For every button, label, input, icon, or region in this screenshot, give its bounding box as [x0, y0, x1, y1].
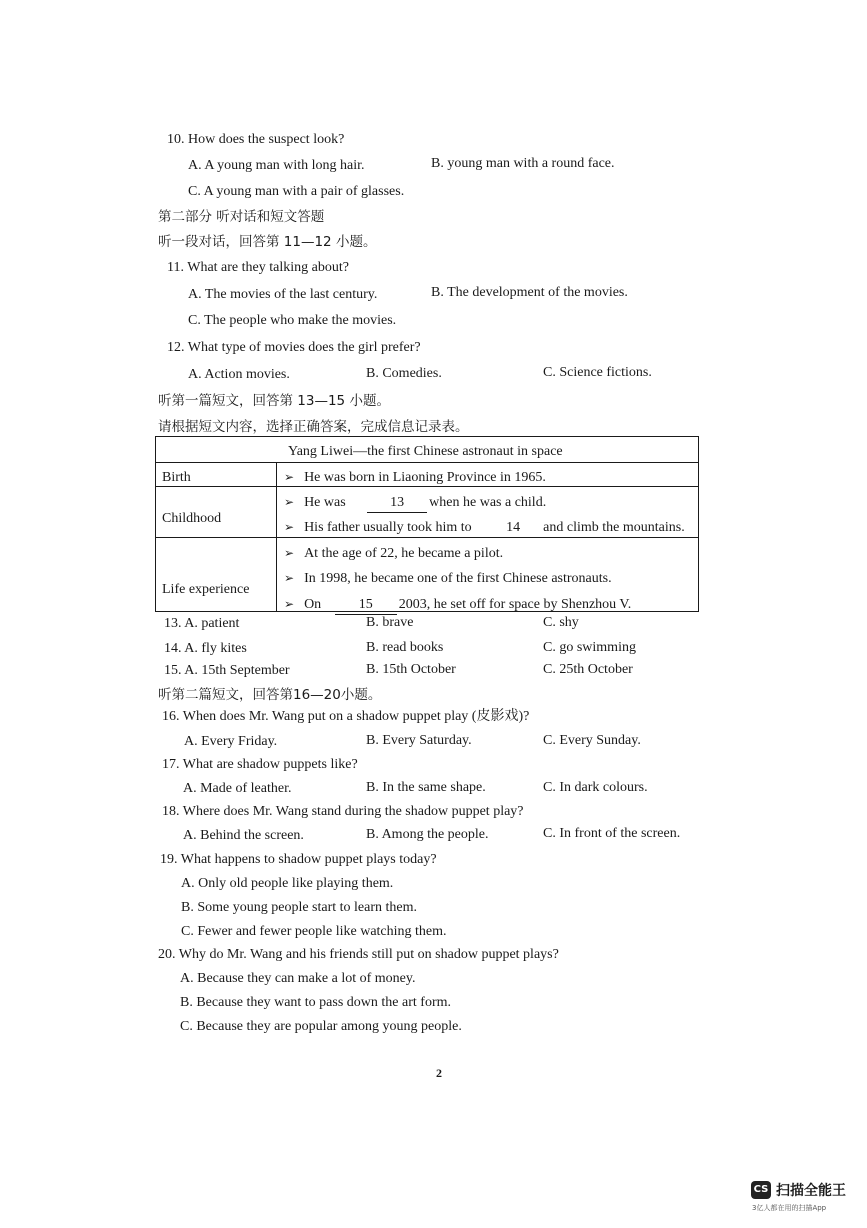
q20-option-b: B. Because they want to pass down the art form.	[180, 995, 451, 1010]
table-title: Yang Liwei—the first Chinese astronaut in space	[288, 444, 563, 459]
q19-option-c: C. Fewer and fewer people like watching them.	[181, 924, 447, 939]
q11-option-a: A. The movies of the last century.	[188, 287, 378, 302]
q14-option-c: C. go swimming	[543, 640, 636, 655]
q11-option-b: B. The development of the movies.	[431, 285, 628, 300]
q10-option-a: A. A young man with long hair.	[188, 158, 365, 173]
q12-option-b: B. Comedies.	[366, 366, 442, 381]
q12-option-c: C. Science fictions.	[543, 365, 652, 380]
q12-option-a: A. Action movies.	[188, 367, 290, 382]
watermark-name: 扫描全能王	[776, 1183, 846, 1199]
dialogue-instruction: 听一段对话，回答第 11—12 小题。	[158, 234, 377, 250]
childhood-line-2: ➢ His father usually took him to 14 and climb the mountains.	[284, 518, 685, 538]
q20-option-c: C. Because they are popular among young people.	[180, 1019, 462, 1034]
arrow-bullet-icon: ➢	[284, 520, 295, 534]
blank-13: 13	[367, 494, 427, 513]
q10-option-b: B. young man with a round face.	[431, 156, 615, 171]
birth-label: Birth	[162, 470, 191, 485]
q15-option-b: B. 15th October	[366, 662, 456, 677]
q16-option-b: B. Every Saturday.	[366, 733, 472, 748]
q17-option-c: C. In dark colours.	[543, 780, 648, 795]
q20-question: 20. Why do Mr. Wang and his friends still put on shadow puppet plays?	[158, 947, 559, 962]
passage2-instruction: 听第二篇短文，回答第16—20小题。	[158, 687, 382, 703]
birth-row: ➢ He was born in Liaoning Province in 1965.	[284, 470, 546, 485]
q16-question: 16. When does Mr. Wang put on a shadow puppet play (皮影戏)?	[162, 709, 530, 724]
page-number: 2	[436, 1066, 442, 1080]
arrow-bullet-icon: ➢	[284, 546, 295, 560]
q16-option-a: A. Every Friday.	[184, 734, 278, 749]
q19-option-b: B. Some young people start to learn them.	[181, 900, 418, 915]
watermark-tagline: 3亿人都在用的扫描App	[752, 1204, 827, 1212]
q11-option-c: C. The people who make the movies.	[188, 313, 397, 328]
q10-option-c: C. A young man with a pair of glasses.	[188, 184, 405, 199]
q13-option-b: B. brave	[366, 615, 414, 630]
q11-question: 11. What are they talking about?	[167, 260, 349, 275]
part2-heading: 第二部分 听对话和短文答题	[158, 209, 325, 225]
blank-14: 14	[485, 519, 541, 538]
q16-option-c: C. Every Sunday.	[543, 733, 641, 748]
camscanner-logo-icon: CS	[751, 1181, 771, 1199]
q18-question: 18. Where does Mr. Wang stand during the shadow puppet play?	[162, 804, 524, 819]
childhood-label: Childhood	[162, 511, 222, 526]
q18-option-b: B. Among the people.	[366, 827, 489, 842]
q13-option-c: C. shy	[543, 615, 579, 630]
q10-question: 10. How does the suspect look?	[167, 132, 345, 147]
blank-15: 15	[335, 596, 397, 615]
arrow-bullet-icon: ➢	[284, 571, 295, 585]
arrow-bullet-icon: ➢	[284, 470, 295, 484]
arrow-bullet-icon: ➢	[284, 597, 295, 611]
q17-option-a: A. Made of leather.	[183, 781, 292, 796]
table-instruction: 请根据短文内容，选择正确答案，完成信息记录表。	[158, 419, 469, 435]
q20-option-a: A. Because they can make a lot of money.	[180, 971, 416, 986]
arrow-bullet-icon: ➢	[284, 495, 295, 509]
q17-question: 17. What are shadow puppets like?	[162, 757, 358, 772]
q14-option-a: 14. A. fly kites	[164, 641, 247, 656]
passage1-instruction: 听第一篇短文，回答第 13—15 小题。	[158, 393, 390, 409]
q18-option-c: C. In front of the screen.	[543, 826, 681, 841]
life-experience-label: Life experience	[162, 582, 250, 597]
childhood-line-1: ➢ He was 13 when he was a child.	[284, 493, 546, 513]
q15-option-c: C. 25th October	[543, 662, 633, 677]
q19-question: 19. What happens to shadow puppet plays today?	[160, 852, 437, 867]
q14-option-b: B. read books	[366, 640, 444, 655]
q12-question: 12. What type of movies does the girl prefer?	[167, 340, 421, 355]
q15-option-a: 15. A. 15th September	[164, 663, 290, 678]
life-line-3: ➢ On 15 2003, he set off for space by Shenzhou V.	[284, 595, 631, 615]
q17-option-b: B. In the same shape.	[366, 780, 486, 795]
life-line-1: ➢ At the age of 22, he became a pilot.	[284, 546, 504, 561]
q19-option-a: A. Only old people like playing them.	[181, 876, 394, 891]
q18-option-a: A. Behind the screen.	[183, 828, 304, 843]
q13-option-a: 13. A. patient	[164, 616, 240, 631]
life-line-2: ➢ In 1998, he became one of the first Chinese astronauts.	[284, 571, 612, 586]
